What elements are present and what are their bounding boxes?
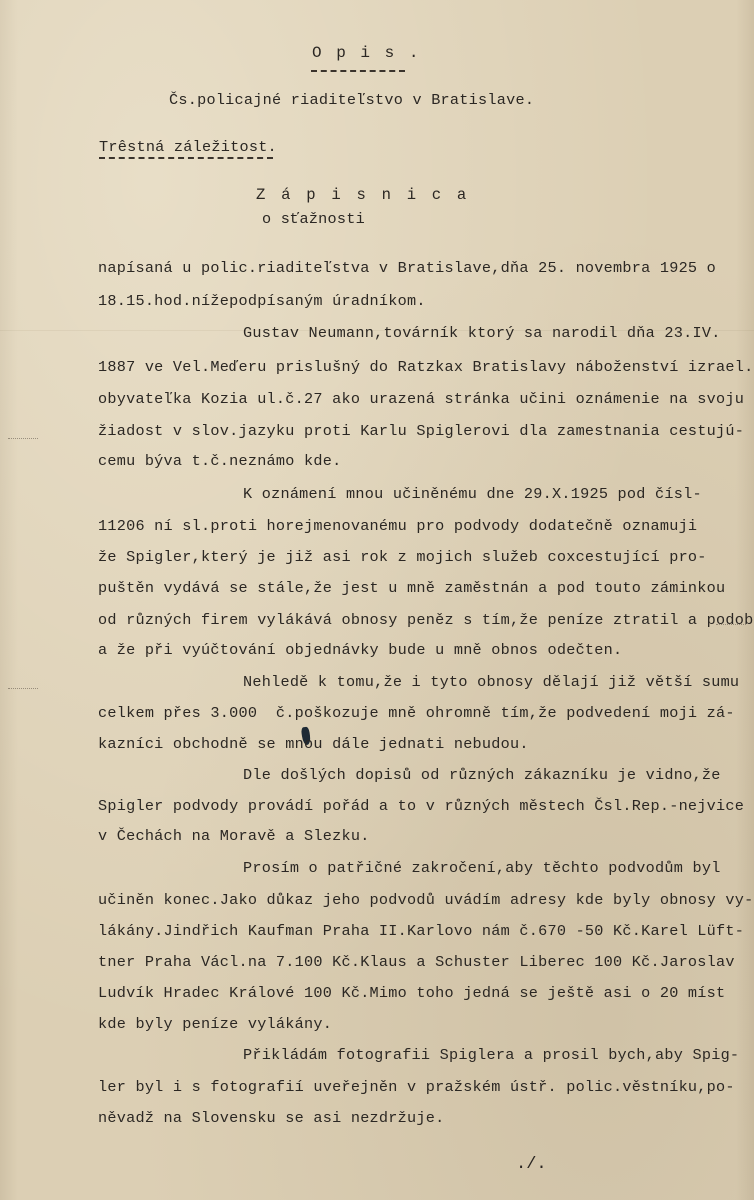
body-line: 11206 ní sl.proti horejmenovanému pro podvody dodatečně oznamuji bbox=[98, 517, 698, 535]
institution-line: Čs.policajné riaditeľstvo v Bratislave. bbox=[169, 91, 535, 109]
document-heading: O p i s . bbox=[312, 44, 421, 62]
body-line: od různých firem vylákává obnosy peněz s tím,že peníze ztratil a podob bbox=[98, 611, 754, 629]
body-line: Nehledě k tomu,že i tyto obnosy dělají již větší sumu bbox=[243, 673, 740, 691]
margin-mark bbox=[8, 438, 38, 439]
record-title: Z á p i s n i c a bbox=[256, 186, 470, 204]
matter-line: Trêstná záležitost. bbox=[99, 138, 277, 156]
body-line: Dle došlých dopisů od různých zákazníku je vidno,že bbox=[243, 766, 721, 784]
margin-mark bbox=[716, 624, 746, 625]
body-line: Prosím o patřičné zakročení,aby těchto podvodům byl bbox=[243, 859, 721, 877]
body-line: puštěn vydává se stále,že jest u mně zaměstnán a pod touto záminkou bbox=[98, 579, 726, 597]
body-line: něvadž na Slovensku se asi nezdržuje. bbox=[98, 1109, 445, 1127]
margin-mark bbox=[8, 688, 38, 689]
body-line: obyvateľka Kozia ul.č.27 ako urazená stránka učini oznámenie na svoju bbox=[98, 390, 745, 408]
body-line: Ludvík Hradec Králové 100 Kč.Mimo toho jedná se ještě asi o 20 míst bbox=[98, 984, 726, 1002]
body-line: K oznámení mnou učiněnému dne 29.X.1925 pod čísl- bbox=[243, 485, 702, 503]
body-line: kazníci obchodně se mnou dále jednati nebudou. bbox=[98, 735, 529, 753]
body-line: tner Praha Václ.na 7.100 Kč.Klaus a Schuster Liberec 100 Kč.Jaroslav bbox=[98, 953, 735, 971]
body-line: že Spigler,který je již asi rok z mojich služeb coxcestující pro- bbox=[98, 548, 707, 566]
record-subtitle: o sťažnosti bbox=[262, 210, 366, 228]
body-line: kde byly peníze vylákány. bbox=[98, 1015, 333, 1033]
body-line: ler byl i s fotografií uveřejněn v pražském ústř. polic.věstníku,po- bbox=[98, 1078, 735, 1096]
body-line: v Čechách na Moravě a Slezku. bbox=[98, 827, 370, 845]
body-line: celkem přes 3.000 č.poškozuje mně ohromně tím,že podvedení moji zá- bbox=[98, 704, 735, 722]
body-line: lákány.Jindřich Kaufman Praha II.Karlovo nám č.670 -50 Kč.Karel Lüft- bbox=[98, 922, 745, 940]
body-line: Spigler podvody provádí pořád a to v různých městech Čsl.Rep.-nejvice bbox=[98, 797, 745, 815]
heading-underline bbox=[311, 70, 405, 72]
body-line: 18.15.hod.nížepodpísaným úradníkom. bbox=[98, 292, 426, 310]
body-line: Přikládám fotografii Spiglera a prosil bych,aby Spig- bbox=[243, 1046, 740, 1064]
matter-underline bbox=[99, 157, 273, 159]
body-line: Gustav Neumann,továrník ktorý sa narodil dňa 23.IV. bbox=[243, 324, 721, 342]
body-line: žiadost v slov.jazyku proti Karlu Spiglerovi dla zamestnania cestujú- bbox=[98, 422, 745, 440]
end-mark: ./. bbox=[516, 1155, 547, 1174]
body-line: učiněn konec.Jako důkaz jeho podvodů uvádím adresy kde byly obnosy vy- bbox=[98, 891, 754, 909]
body-line: cemu býva t.č.neznámo kde. bbox=[98, 452, 342, 470]
body-line: napísaná u polic.riaditeľstva v Bratislave,dňa 25. novembra 1925 o bbox=[98, 259, 717, 277]
body-line: a že při vyúčtování objednávky bude u mně obnos odečten. bbox=[98, 641, 623, 659]
body-line: 1887 ve Vel.Meďeru prislušný do Ratzkax Bratislavy náboženství izrael. bbox=[98, 358, 754, 376]
